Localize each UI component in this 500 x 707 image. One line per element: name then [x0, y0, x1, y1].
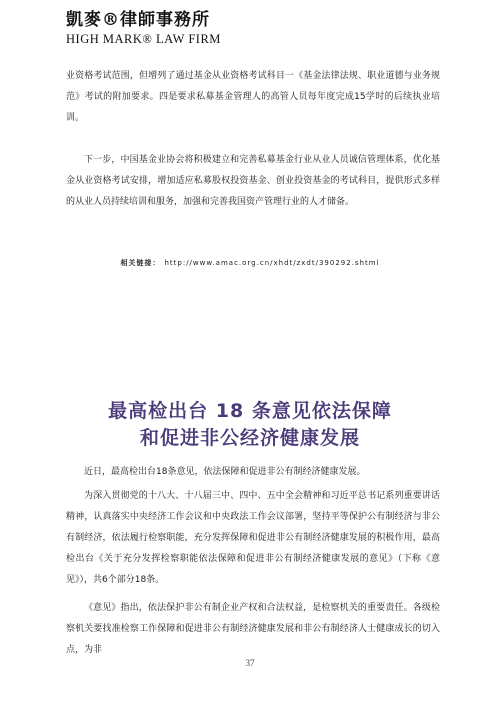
article-title-line-1: 最高检出台 18 条意见依法保障	[108, 400, 392, 422]
firm-name-english: HIGH MARK® LAW FIRM	[66, 32, 221, 46]
firm-name-chinese: 凱麥®律師事務所	[66, 10, 210, 30]
firm-logo	[66, 10, 266, 46]
article-paragraph-2: 为深入贯彻党的十八大、十八届三中、四中、五中全会精神和习近平总书记系列重要讲话精神，认真落实中央经济工作会议和中央政法工作会议部署，坚持平等保护公有制经济与非公有制经济，依法履行检察职能，充分发挥保障和促进非公有制经济健康发展的积极作用，最高检出台《关于充分发挥检察职能依法保障和促进非公有制经济健康发展的意见》（下称《意见》），共6个部分18条。	[66, 491, 440, 585]
article-title-line-2: 和促进非公经济健康发展	[139, 427, 360, 449]
top-paragraph-1: 业资格考试范围，但增列了通过基金从业资格考试科目一《基金法律法规、职业道德与业务规范》考试的附加要求。四是要求私募基金管理人的高管人员每年度完成15学时的后续执业培训。	[66, 71, 440, 123]
article-title	[0, 398, 500, 452]
related-link-line	[0, 258, 500, 268]
article-paragraph-1: 近日，最高检出台18条意见，依法保障和促进非公有制经济健康发展。	[84, 467, 366, 477]
top-paragraph-2: 下一步，中国基金业协会将积极建立和完善私募基金行业从业人员诚信管理体系，优化基金从业资格考试安排，增加适应私募股权投资基金、创业投资基金的考试科目，提供形式多样的从业人员持续培训和服务，加强和完善我国资产管理行业的人才储备。	[66, 155, 440, 207]
article-paragraph-3: 《意见》指出，依法保护非公有制企业产权和合法权益，是检察机关的重要责任。各级检察机关要找准检察工作保障和促进非公有制经济健康发展和非公有制经济人士健康成长的切入点，为非	[66, 603, 440, 655]
related-link-label: 相关链接：	[120, 259, 161, 267]
related-link-url[interactable]: http://www.amac.org.cn/xhdt/zxdt/390292.shtml	[164, 259, 380, 267]
page-number: 37	[245, 658, 255, 668]
